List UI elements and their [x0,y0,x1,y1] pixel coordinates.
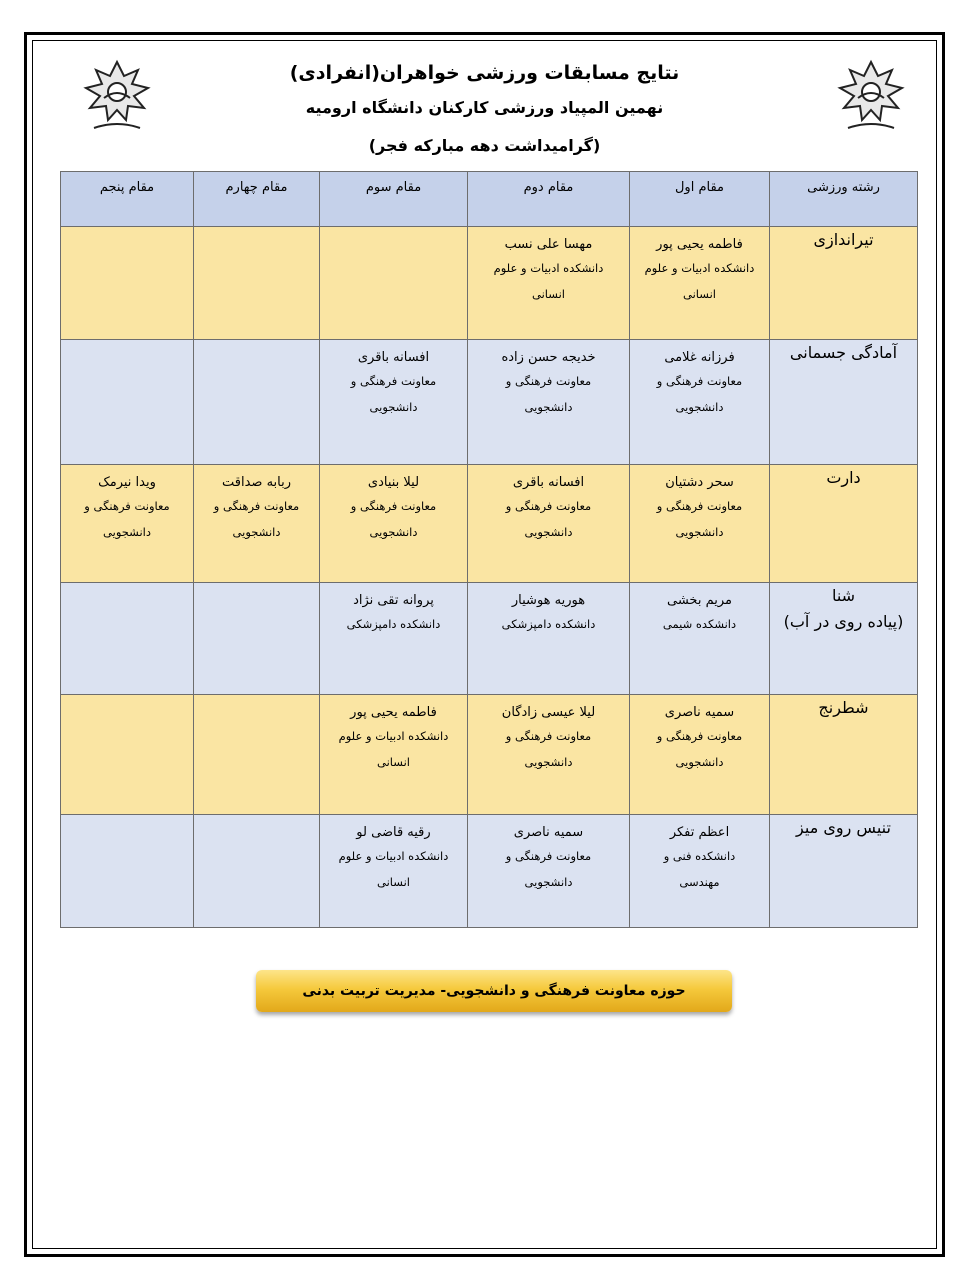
place-cell [194,227,320,340]
place-cell [630,695,770,815]
table-header-row [61,172,918,227]
winner-name: سمیه ناصری [513,825,584,840]
winner-unit: معاونت فرهنگی و دانشجویی [505,729,592,769]
header-sport: رشته ورزشی [770,172,918,227]
place-cell [468,815,630,928]
winner-name: خدیجه حسن زاده [501,350,596,365]
sport-cell [770,815,918,928]
place-cell [320,695,468,815]
header-third: مقام سوم [320,172,468,227]
place-cell [320,583,468,695]
winner-unit: دانشکده ادبیات و علوم انسانی [338,729,449,769]
winner-name: هوریه هوشیار [511,593,586,608]
place-cell [630,465,770,583]
winner-unit: معاونت فرهنگی و دانشجویی [350,374,437,414]
university-logo-icon [82,58,152,136]
place-cell [61,695,194,815]
place-cell [194,695,320,815]
place-cell [194,465,320,583]
winner-unit: معاونت فرهنگی و دانشجویی [656,729,743,769]
winner-unit: معاونت فرهنگی و دانشجویی [213,499,300,539]
place-cell [468,227,630,340]
winner-unit: دانشکده ادبیات و علوم انسانی [338,849,449,889]
winner-name: ربابه صداقت [221,475,292,490]
winner-name: افسانه باقری [357,350,430,365]
page-title: نتایج مسابقات ورزشی خواهران(انفرادی) [289,62,680,84]
winner-unit: دانشکده دامپزشکی [346,617,441,631]
table-row [61,695,918,815]
sport-name: آمادگی جسمانی [789,343,898,362]
winner-name: افسانه باقری [512,475,585,490]
sport-name: شنا [831,586,856,605]
header-second: مقام دوم [468,172,630,227]
winner-unit: معاونت فرهنگی و دانشجویی [505,374,592,414]
place-cell [61,340,194,465]
sport-cell [770,340,918,465]
place-cell [630,815,770,928]
place-cell [61,815,194,928]
sport-subname: (پیاده روی در آب) [783,612,904,631]
place-cell [61,583,194,695]
winner-unit: معاونت فرهنگی و دانشجویی [505,499,592,539]
winner-unit: دانشکده ادبیات و علوم انسانی [644,261,755,301]
place-cell [194,815,320,928]
winner-name: سحر دشتیان [665,475,734,490]
table-row [61,465,918,583]
place-cell [468,465,630,583]
place-cell [320,340,468,465]
table-row [61,340,918,465]
place-cell [320,815,468,928]
winner-name: مریم بخشی [667,593,732,608]
header-first: مقام اول [630,172,770,227]
place-cell [630,227,770,340]
results-table [60,171,918,928]
header-fourth: مقام چهارم [194,172,320,227]
table-row [61,227,918,340]
winner-unit: دانشکده شیمی [662,617,737,631]
place-cell [468,583,630,695]
winner-name: مهسا علی نسب [504,237,593,252]
sport-name: تنیس روی میز [796,818,891,837]
winner-name: فرزانه غلامی [664,350,735,365]
winner-unit: معاونت فرهنگی و دانشجویی [84,499,170,539]
table-row [61,583,918,695]
sport-cell [770,583,918,695]
table-row [61,815,918,928]
winner-unit: معاونت فرهنگی و دانشجویی [505,849,592,889]
university-logo-icon [836,58,906,136]
winner-unit: دانشکده فنی و مهندسی [663,849,736,889]
sport-name: شطرنج [818,698,869,717]
sport-name: تیراندازی [813,230,874,249]
sport-cell [770,465,918,583]
winner-name: فاطمه یحیی پور [656,237,743,252]
winner-name: ویدا نیرمک [98,475,156,490]
sport-name: دارت [826,468,861,487]
winner-unit: معاونت فرهنگی و دانشجویی [350,499,437,539]
winner-unit: معاونت فرهنگی و دانشجویی [656,499,743,539]
sport-cell [770,227,918,340]
place-cell [468,340,630,465]
winner-unit: معاونت فرهنگی و دانشجویی [656,374,743,414]
winner-name: لیلا بنیادی [367,475,420,490]
page-subtitle: نهمین المپیاد ورزشی کارکنان دانشگاه ارومیه [305,98,664,117]
place-cell [61,227,194,340]
winner-name: اعظم تفکر [669,825,730,840]
place-cell [61,465,194,583]
winner-name: پروانه تقی نژاد [353,593,434,608]
sport-cell [770,695,918,815]
place-cell [630,340,770,465]
place-cell [320,465,468,583]
winner-unit: دانشکده دامپزشکی [501,617,596,631]
place-cell [194,583,320,695]
page-occasion: (گرامیداشت دهه مبارکه فجر) [368,136,601,155]
winner-name: فاطمه یحیی پور [350,705,437,720]
place-cell [468,695,630,815]
place-cell [194,340,320,465]
winner-name: لیلا عیسی زادگان [501,705,596,720]
footer-banner: حوزه معاونت فرهنگی و دانشجویی- مدیریت تربیت بدنی [256,970,732,1012]
place-cell [630,583,770,695]
header-fifth: مقام پنجم [61,172,194,227]
place-cell [320,227,468,340]
winner-name: سمیه ناصری [664,705,735,720]
winner-name: رقیه قاضی لو [356,825,431,840]
winner-unit: دانشکده ادبیات و علوم انسانی [493,261,604,301]
